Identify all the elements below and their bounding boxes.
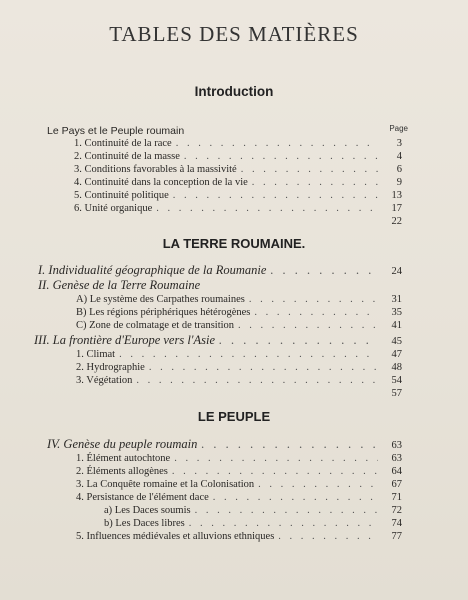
toc-entry-label: II. Genèse de la Terre Roumaine: [38, 278, 201, 292]
toc-entry: [76, 362, 402, 374]
page-column-label: Page: [389, 124, 408, 133]
leader-dots: [195, 505, 378, 517]
toc-entry-label: 1. Climat: [76, 349, 116, 360]
leader-dots: [176, 138, 378, 150]
toc-page-number: 77: [391, 531, 402, 542]
toc-page-number: 24: [391, 266, 402, 277]
toc-entry-label: A) Le système des Carpathes roumaines: [76, 294, 245, 305]
toc-page-number: 72: [391, 505, 402, 516]
page-title: TABLES DES MATIÈRES: [109, 22, 359, 46]
toc-page-number: 74: [391, 518, 402, 529]
toc-entry-label: 3. Conditions favorables à la massivité: [74, 164, 237, 175]
toc-entry: [76, 307, 402, 319]
leader-dots: [258, 479, 378, 491]
toc-entry: [74, 177, 402, 189]
leader-dots: [249, 294, 378, 306]
leader-dots: [173, 190, 378, 202]
leader-dots: [156, 203, 378, 215]
toc-page-number: 13: [391, 190, 402, 201]
leader-dots: [201, 438, 378, 450]
toc-entry-label: 4. Continuité dans la conception de la vie: [74, 177, 248, 188]
toc-page-number: 3: [396, 138, 402, 149]
leader-dots: [174, 453, 378, 465]
toc-entry: [104, 505, 402, 517]
toc-entry: [74, 138, 402, 150]
toc-entry-label: 2. Hydrographie: [76, 362, 145, 373]
toc-entry: [38, 279, 402, 291]
toc-entry-label: 3. La Conquête romaine et la Colonisation: [76, 479, 255, 490]
toc-page-number: 71: [391, 492, 402, 503]
toc-entry-label: 1. Élément autochtone: [76, 453, 171, 464]
toc-entry: [76, 320, 402, 332]
leader-dots: [219, 334, 378, 346]
toc-page-number: 57: [391, 388, 402, 399]
toc-page-number: 63: [391, 453, 402, 464]
leader-dots: [278, 531, 378, 543]
toc-entry-label: 2. Continuité de la masse: [74, 151, 180, 162]
toc-entry: [74, 151, 402, 163]
toc-entry: [76, 375, 402, 387]
toc-entry: [47, 438, 402, 452]
toc-entry: [76, 349, 402, 361]
toc-page-number: 67: [391, 479, 402, 490]
toc-entry-label: a) Les Daces soumis: [104, 505, 191, 516]
toc-entry-label: 2. Éléments allogènes: [76, 466, 168, 477]
leader-dots: [189, 518, 378, 530]
leader-dots: [238, 320, 378, 332]
toc-entry: [76, 466, 402, 478]
toc-page-number: 54: [391, 375, 402, 386]
toc-entry: [74, 216, 402, 228]
toc-entry: [76, 294, 402, 306]
section-heading-introduction: Introduction: [194, 84, 274, 99]
toc-entry: [76, 453, 402, 465]
toc-entry: [38, 264, 402, 278]
toc-entry-label: C) Zone de colmatage et de transition: [76, 320, 235, 331]
section-heading-terre: LA TERRE ROUMAINE.: [162, 236, 306, 251]
toc-page-number: 41: [391, 320, 402, 331]
toc-entry-label: 6. Unité organique: [74, 203, 153, 214]
toc-entry: [76, 531, 402, 543]
toc-page-number: 31: [391, 294, 402, 305]
toc-page-number: 17: [391, 203, 402, 214]
leader-dots: [149, 362, 378, 374]
toc-entry-label: 5. Influences médiévales et alluvions ethniques: [76, 531, 275, 542]
toc-entry-label: B) Les régions périphériques hétérogènes: [76, 307, 251, 318]
leader-dots: [184, 151, 378, 163]
toc-page-number: 63: [391, 440, 402, 451]
toc-entry: [76, 388, 402, 400]
leader-dots: [136, 375, 378, 387]
toc-entry-label: 4. Persistance de l'élément dace: [76, 492, 209, 503]
toc-page-number: 48: [391, 362, 402, 373]
toc-entry-label: b) Les Daces libres: [104, 518, 185, 529]
leader-dots: [213, 492, 378, 504]
toc-entry-label: Le Pays et le Peuple roumain: [47, 125, 185, 137]
toc-entry-label: IV. Genèse du peuple roumain: [47, 437, 198, 451]
toc-page-number: 64: [391, 466, 402, 477]
leader-dots: [241, 164, 378, 176]
toc-page-number: 9: [396, 177, 402, 188]
toc-page-number: 47: [391, 349, 402, 360]
toc-entry: [74, 164, 402, 176]
toc-page-number: 22: [391, 216, 402, 227]
toc-page-number: 45: [391, 336, 402, 347]
leader-dots: [252, 177, 378, 189]
toc-page-number: 35: [391, 307, 402, 318]
toc-entry-label: III. La frontière d'Europe vers l'Asie: [34, 333, 216, 347]
toc-entry: [76, 479, 402, 491]
toc-entry: [34, 334, 402, 348]
leader-dots: [254, 307, 378, 319]
toc-entry-label: I. Individualité géographique de la Roumanie: [38, 263, 267, 277]
toc-entry-label: 1. Continuité de la race: [74, 138, 172, 149]
toc-entry: [74, 190, 402, 202]
toc-entry-label: 3. Végétation: [76, 375, 133, 386]
leader-dots: [119, 349, 378, 361]
toc-entry-label: 5. Continuité politique: [74, 190, 169, 201]
leader-dots: [270, 264, 378, 276]
toc-page-number: 4: [396, 151, 402, 162]
section-heading-peuple: LE PEUPLE: [197, 409, 271, 424]
toc-entry: [104, 518, 402, 530]
toc-entry: [76, 492, 402, 504]
toc-entry: [47, 125, 367, 137]
toc-entry: [74, 203, 402, 215]
toc-page-number: 6: [396, 164, 402, 175]
leader-dots: [172, 466, 378, 478]
